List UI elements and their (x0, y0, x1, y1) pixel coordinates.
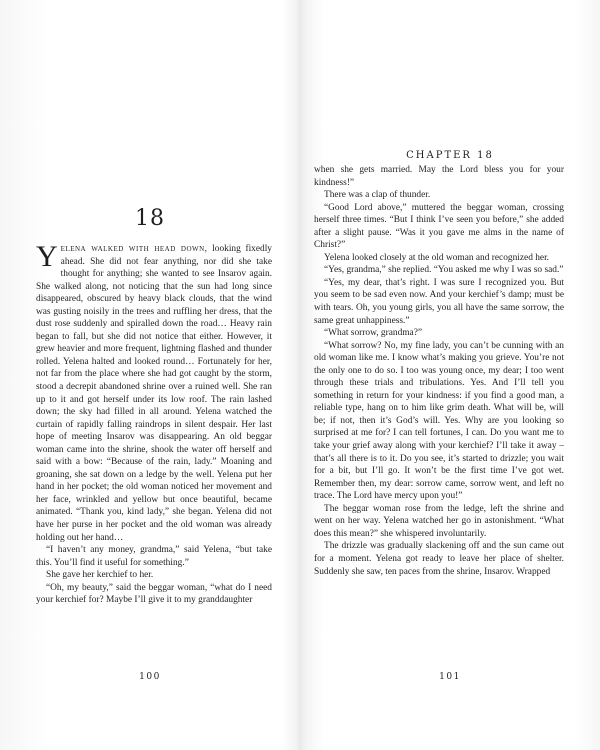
paragraph: She gave her kerchief to her. (46, 570, 154, 581)
drop-cap: Y (36, 240, 58, 273)
paragraph: “Yes, my dear, that’s right. I was sure I recognized you. But you seem to be sad even now. And your kerchief’s damp; must be with tears. Oh, you young girls, you all have the same sorrow, the same great unhappiness.” (314, 277, 564, 326)
page-number: 100 (139, 672, 161, 682)
left-page-text (36, 240, 272, 607)
paragraph: “What sorrow? No, my fine lady, you can’t be cunning with an old woman like me. I know what’s making you grieve. You’re not the only one to do so. I too was young once, my dear; I too went through these trials and tribulations. Yes. And I’ll tell you something in return for your kindness: if you find a good man, a reliable type, hang on to him like grim death. What will be, will be; if not, then it’s God’s will. Yes. Why are you looking so surprised at me for? I can tell fortunes, I can. Do you want me to take your grief away along with your kerchief? I’ll take it away – that’s all there is to it. Do you see, it’s started to drizzle; you wait for a bit, but I’ll go. It won’t be the first time I’ve got wet. Remember then, my dear: sorrow came, sorrow went, and left no trace. The Lord have mercy upon you!” (314, 340, 564, 502)
paragraph: when she gets married. May the Lord bless you for your kindness!” (314, 165, 564, 188)
right-page-text (314, 164, 564, 578)
page-number: 101 (439, 672, 461, 682)
running-head: CHAPTER 18 (406, 150, 494, 161)
paragraph: “I haven’t any money, grandma,” said Yelena, “but take this. You’ll find it useful for something.” (36, 545, 272, 568)
paragraph: “Good Lord above,” muttered the beggar woman, crossing herself three times. “But I think I’ve seen you before,” she added after a slight pause. “Was it you gave me alms in the name of Christ?” (314, 202, 564, 251)
paragraph: Yelena looked closely at the old woman and recognized her. (324, 252, 550, 263)
paragraph: “What sorrow, grandma?” (324, 328, 423, 339)
right-page (300, 0, 600, 750)
paragraph: “Yes, grandma,” she replied. “You asked me why I was so sad.” (324, 265, 564, 276)
paragraph: The beggar woman rose from the ledge, left the shrine and went on her way. Yelena watched her go in astonishment. “What does this mean?” she whispered involuntarily. (314, 503, 564, 539)
opening-paragraph (36, 240, 272, 544)
chapter-number: 18 (135, 206, 165, 231)
paragraph: “Oh, my beauty,” said the beggar woman, “what do I need your kerchief for? Maybe I’ll give it to my granddaughter (36, 582, 272, 606)
opening-smallcaps: elena walked with head down, (60, 244, 208, 254)
paragraph: The drizzle was gradually slackening off and the sun came out for a moment. Yelena got ready to leave her place of shelter. Suddenly she saw, ten paces from the shrine, Insarov. Wrapped (314, 541, 564, 577)
paragraph: There was a clap of thunder. (324, 190, 431, 201)
paragraph-text: looking fixedly ahead. She did not fear anything, nor did she take thought for anything; she wanted to see Insarov again. She walked along, not noticing that the sun had long since disappeared, obscured by heavy black clouds, that the wind was gusting noisily in the trees and ruffling her dress, that the dust rose suddenly and spiralled down the road… Heavy rain began to fall, but she did not notice that either. However, it grew heavier and more frequent, lightning flashed and thunder rolled. Yelena halted and looked round… Fortunately for her, not far from the place where she had got caught by the storm, stood a decrepit abandoned shrine over a ruined well. She ran up to it and got herself under its low roof. The rain lashed down; the sky had filled in all around. Yelena watched the curtain of rapidly falling raindrops in silent despair. Her last hope of meeting Insarov was disappearing. An old beggar woman came into the shrine, shook the water off herself and said with a bow: “Because of the rain, lady.” Moaning and groaning, she sat down on a ledge by the well. Yelena put her hand in her pocket; the old woman noticed her movement and her face, wrinkled and yellow but once beautiful, became animated. “Thank you, kind lady,” she began. Yelena did not have her purse in her pocket and the old woman was already holding out her hand… (36, 244, 272, 543)
